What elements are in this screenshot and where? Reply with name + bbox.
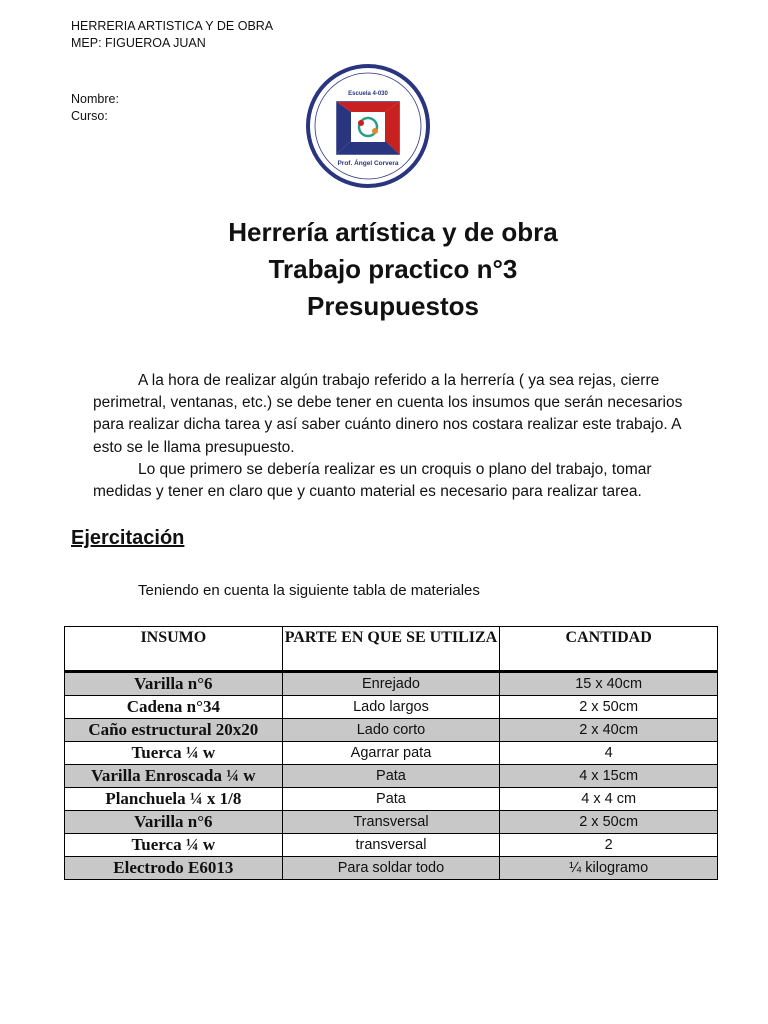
cell-parte: Enrejado [282, 672, 500, 696]
title-line-3: Presupuestos [307, 291, 479, 321]
table-row [65, 788, 718, 811]
table-row [65, 811, 718, 834]
table-row [65, 719, 718, 742]
cell-insumo: Tuerca ¼ w [65, 834, 283, 857]
cell-insumo: Tuerca ¼ w [65, 742, 283, 765]
table-row [65, 857, 718, 880]
intro-paragraph-1: A la hora de realizar algún trabajo referido a la herrería ( ya sea rejas, cierre perimetral, ventanas, etc.) se debe tener en cuenta los insumos que serán necesarios para realizar dicha tarea y así saber cuánto dinero nos costara realizar este trabajo. A esto se le llama presupuesto. [93, 372, 683, 456]
cell-insumo: Varilla Enroscada ¼ w [65, 765, 283, 788]
cell-cantidad: ¼ kilogramo [500, 857, 718, 880]
school-logo [305, 62, 431, 190]
cell-parte: Lado corto [282, 719, 500, 742]
intro-paragraph-2: Lo que primero se debería realizar es un croquis o plano del trabajo, tomar medidas y tener en claro que y cuanto material es necesario para realizar tarea. [93, 460, 652, 501]
header-school-name: HERRERIA ARTISTICA Y DE OBRA [71, 19, 274, 33]
title-line-1: Herrería artística y de obra [228, 217, 558, 247]
logo-bottom-text: Prof. Ángel Corvera [337, 160, 399, 167]
table-row [65, 672, 718, 696]
cell-cantidad: 2 x 50cm [500, 696, 718, 719]
intro-text [93, 370, 713, 503]
cell-insumo: Caño estructural 20x20 [65, 719, 283, 742]
cell-cantidad: 2 [500, 834, 718, 857]
header-cantidad: CANTIDAD [500, 627, 718, 672]
logo-emblem-icon [337, 102, 399, 154]
table-row [65, 696, 718, 719]
table-header-row [65, 627, 718, 672]
cell-cantidad: 2 x 40cm [500, 719, 718, 742]
table-row [65, 765, 718, 788]
cell-parte: Para soldar todo [282, 857, 500, 880]
cell-parte: transversal [282, 834, 500, 857]
course-field-label: Curso: [71, 109, 108, 123]
cell-insumo: Cadena n°34 [65, 696, 283, 719]
cell-parte: Lado largos [282, 696, 500, 719]
cell-insumo: Electrodo E6013 [65, 857, 283, 880]
cell-parte: Pata [282, 765, 500, 788]
section-heading: Ejercitación [71, 527, 185, 549]
cell-cantidad: 4 [500, 742, 718, 765]
header-parte: PARTE EN QUE SE UTILIZA [282, 627, 500, 672]
cell-parte: Pata [282, 788, 500, 811]
header-insumo: INSUMO [65, 627, 283, 672]
cell-cantidad: 4 x 15cm [500, 765, 718, 788]
materials-table [64, 626, 718, 880]
table-row [65, 834, 718, 857]
cell-parte: Agarrar pata [282, 742, 500, 765]
cell-insumo: Varilla n°6 [65, 672, 283, 696]
cell-insumo: Varilla n°6 [65, 811, 283, 834]
cell-cantidad: 4 x 4 cm [500, 788, 718, 811]
name-field-label: Nombre: [71, 92, 119, 106]
logo-top-text: Escuela 4-030 [348, 91, 388, 97]
cell-parte: Transversal [282, 811, 500, 834]
cell-cantidad: 2 x 50cm [500, 811, 718, 834]
title-line-2: Trabajo practico n°3 [268, 254, 518, 284]
table-intro: Teniendo en cuenta la siguiente tabla de materiales [138, 582, 480, 599]
cell-insumo: Planchuela ¼ x 1/8 [65, 788, 283, 811]
header-teacher: MEP: FIGUEROA JUAN [71, 36, 206, 50]
table-row [65, 742, 718, 765]
cell-cantidad: 15 x 40cm [500, 672, 718, 696]
